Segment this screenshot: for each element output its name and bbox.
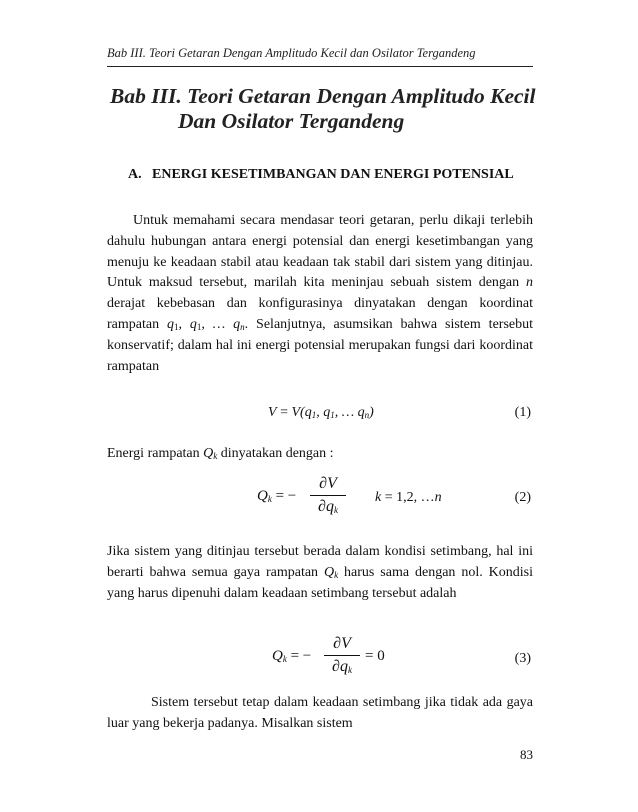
eq1-expression [268, 405, 374, 421]
p1-qn: q [233, 316, 241, 332]
eq3-lhs [272, 648, 311, 665]
p1-q2-sub: 1 [196, 321, 202, 332]
equation-number-1: (1) [514, 405, 531, 420]
paragraph-2 [107, 444, 533, 465]
eq2-condition [375, 490, 442, 506]
eq3-den-text: ∂q [332, 658, 348, 675]
p3-Q: Q [323, 564, 335, 580]
p3-Q-sub: k [334, 569, 339, 580]
eq2-k: k [375, 490, 382, 505]
eq1-sep-q: , q [316, 405, 331, 420]
p1-sep2: , … [201, 316, 234, 332]
eq2-Q-sub: k [267, 494, 272, 504]
eq3-denominator [324, 657, 360, 677]
p1-n: n [526, 275, 533, 291]
eq1-paren-q: (q [300, 405, 312, 420]
p3-text-a: Jika sistem yang ditinjau tersebut berada dalam kondisi setimbang, hal ini berarti bahwa semua gaya rampatan [107, 544, 533, 580]
eq1-V: V [268, 405, 277, 420]
eq3-equals-minus: = − [286, 648, 312, 664]
eq1-close-paren: ) [369, 405, 374, 420]
eq1-subn: n [364, 410, 370, 420]
p1-q1-sub: 1 [173, 321, 179, 332]
p1-qn-sub: n [240, 321, 245, 332]
equation-number-3: (3) [514, 651, 531, 666]
eq2-fraction [310, 474, 346, 517]
eq3-Q-sub: k [282, 654, 287, 664]
eq2-equals-minus: = − [271, 488, 297, 504]
chapter-title-line1: Bab III. Teori Getaran Dengan Amplitudo Kecil [110, 84, 536, 108]
p1-sep1: , [178, 316, 190, 332]
p1-q2: q [189, 316, 197, 332]
paragraph-1 [107, 211, 533, 377]
equation-number-2: (2) [514, 490, 531, 505]
eq3-fraction-bar [324, 655, 360, 656]
eq2-Q: Q [257, 488, 268, 504]
eq2-n: n [434, 490, 442, 505]
p2-text-b: dinyatakan dengan : [217, 446, 334, 461]
paragraph-4: Sistem tersebut tetap dalam keadaan setimbang jika tidak ada gaya luar yang bekerja padanya. Misalkan sistem [107, 695, 533, 731]
p1-text-c: . Selanjutnya, asumsikan bahwa sistem tersebut konservatif; dalam hal ini energi potensial merupakan fungsi dari koordinat rampatan [107, 316, 533, 374]
section-title: ENERGI KESETIMBANGAN DAN ENERGI POTENSIAL [152, 167, 514, 182]
p2-Q-sub: k [213, 451, 218, 461]
chapter-title-line2: Dan Osilator Tergandeng [178, 109, 405, 133]
equation-3 [107, 635, 533, 685]
eq3-rhs: = 0 [365, 648, 385, 664]
eq1-equals: = [276, 405, 292, 420]
eq2-denominator [310, 497, 346, 517]
eq3-den-sub: k [347, 665, 352, 675]
section-letter: A. [128, 167, 142, 182]
p1-text-a: Untuk memahami secara mendasar teori getaran, perlu dikaji terlebih dahulu hubungan antara energi potensial dan energi kesetimbangan yang menuju ke keadaan stabil atau keadaan tak stabil dari sistem yang ditinjau. Untuk maksud tersebut, marilah kita meninjau sebuah sistem dengan [107, 213, 533, 291]
running-header: Bab III. Teori Getaran Dengan Amplitudo Kecil dan Osilator Tergandeng [107, 46, 476, 60]
page-number: 83 [520, 747, 533, 762]
eq1-ellipsis-q: , … q [334, 405, 365, 420]
paragraph-3 [107, 542, 533, 604]
p3-text-b: harus sama dengan nol. Kondisi yang harus dipenuhi dalam keadaan setimbang tersebut adalah [107, 564, 533, 601]
eq2-fraction-bar [310, 495, 346, 496]
eq2-den-sub: k [333, 505, 338, 515]
p1-q1: q [166, 316, 174, 332]
eq1-sub1: 1 [311, 410, 317, 420]
eq3-fraction [324, 634, 360, 677]
equation-1 [107, 405, 533, 445]
chapter-title [110, 84, 540, 134]
eq3-Q: Q [272, 648, 283, 664]
eq2-range: = 1,2, … [381, 490, 435, 505]
header-rule [107, 66, 533, 67]
p1-text-b: derajat kebebasan dan konfigurasinya dinyatakan dengan koordinat rampatan [107, 296, 533, 332]
eq3-numerator: ∂V [333, 635, 351, 652]
p2-Q: Q [203, 446, 214, 461]
eq2-lhs [257, 488, 296, 505]
eq1-V2: V [291, 405, 301, 420]
equation-2 [107, 474, 533, 524]
p2-text-a: Energi rampatan [107, 446, 204, 461]
section-heading [128, 164, 528, 186]
eq2-numerator: ∂V [319, 475, 337, 492]
eq1-sub2: 1 [330, 410, 335, 420]
eq2-den-text: ∂q [318, 498, 334, 515]
